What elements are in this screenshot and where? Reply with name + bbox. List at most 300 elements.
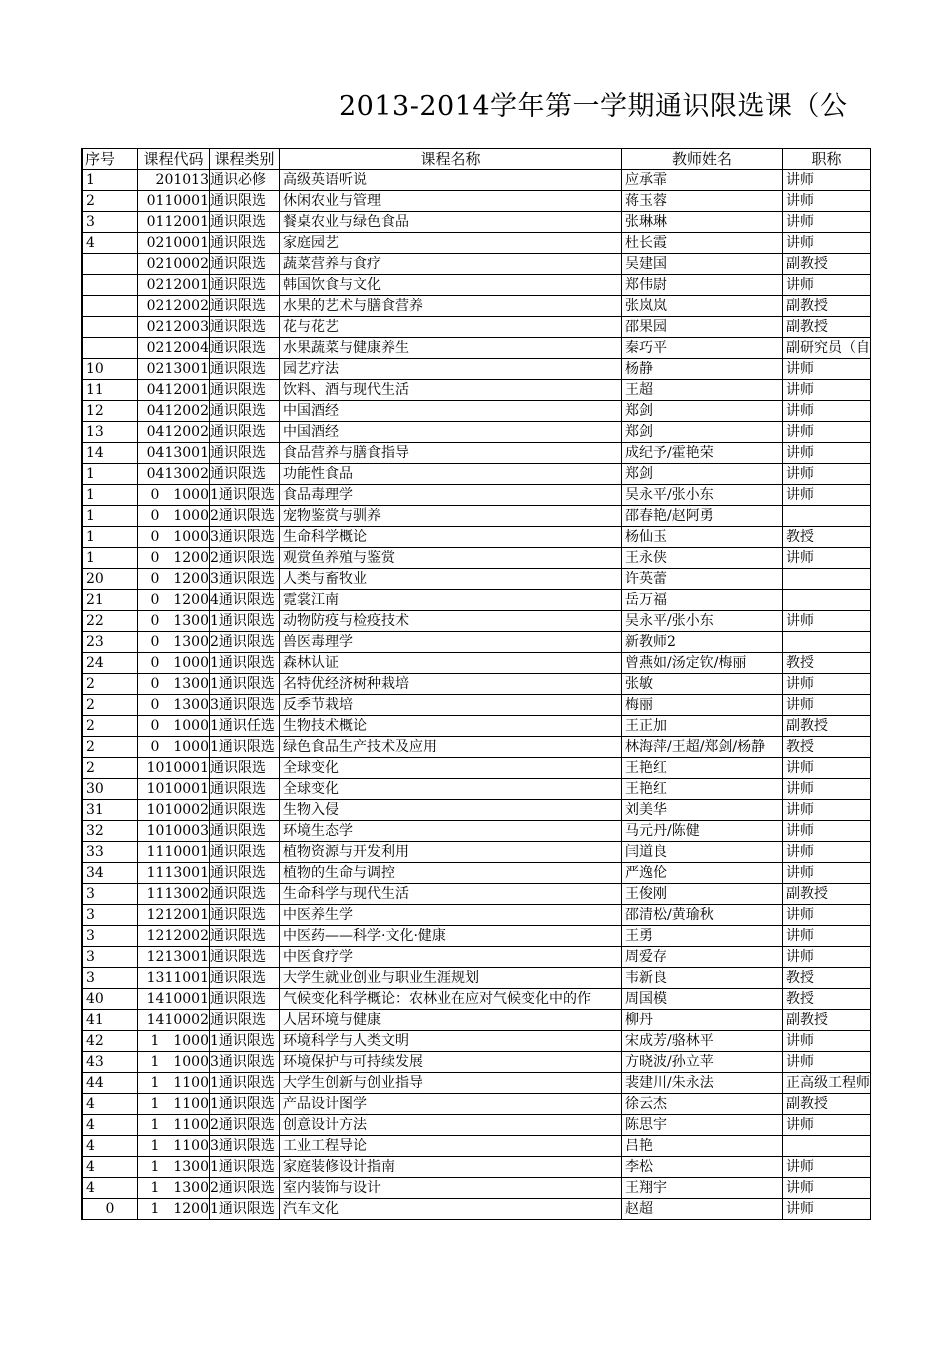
cell-course-type: 1通识任选: [210, 716, 280, 737]
cell-course-type: 通识限选: [210, 254, 280, 275]
cell-seq: 2: [82, 191, 138, 212]
cell-teacher-name: 王超: [622, 380, 783, 401]
cell-seq: 24: [82, 653, 138, 674]
cell-teacher-name: 王正加: [622, 716, 783, 737]
cell-course-name: 大学生就业创业与职业生涯规划: [280, 968, 622, 989]
cell-course-code: 0 1300: [138, 695, 210, 716]
cell-teacher-name: 李松: [622, 1157, 783, 1178]
cell-course-name: 饮料、酒与现代生活: [280, 380, 622, 401]
cell-seq: 10: [82, 359, 138, 380]
header-course-code: 课程代码: [138, 149, 210, 170]
cell-seq: 32: [82, 821, 138, 842]
cell-teacher-name: 王艳红: [622, 758, 783, 779]
cell-course-type: 通识限选: [210, 443, 280, 464]
cell-teacher-name: 曾燕如/汤定钦/梅丽: [622, 653, 783, 674]
cell-seq: [82, 317, 138, 338]
cell-course-name: 名特优经济树种栽培: [280, 674, 622, 695]
cell-title-rank: 副教授: [783, 317, 871, 338]
cell-course-type: 通识限选: [210, 401, 280, 422]
cell-course-type: 通识限选: [210, 464, 280, 485]
cell-teacher-name: 宋成芳/骆林平: [622, 1031, 783, 1052]
cell-seq: 2: [82, 758, 138, 779]
cell-course-name: 休闲农业与管理: [280, 191, 622, 212]
cell-course-code: 1 1000: [138, 1031, 210, 1052]
cell-seq: 1: [82, 485, 138, 506]
header-course-name: 课程名称: [280, 149, 622, 170]
cell-course-code: 1 1100: [138, 1094, 210, 1115]
table-row: [82, 737, 871, 758]
cell-course-code: 1010003: [138, 821, 210, 842]
cell-course-type: 通识限选: [210, 842, 280, 863]
cell-title-rank: 讲师: [783, 926, 871, 947]
cell-course-name: 中国酒经: [280, 422, 622, 443]
cell-course-type: 通识限选: [210, 233, 280, 254]
cell-title-rank: 讲师: [783, 905, 871, 926]
cell-teacher-name: 周国模: [622, 989, 783, 1010]
cell-course-code: 1410002: [138, 1010, 210, 1031]
cell-course-code: 0212002: [138, 296, 210, 317]
table-row: [82, 1010, 871, 1031]
cell-seq: 4: [82, 233, 138, 254]
table-row: [82, 1094, 871, 1115]
cell-course-type: 3通识限选: [210, 1136, 280, 1157]
table-row: [82, 632, 871, 653]
cell-seq: 2: [82, 695, 138, 716]
table-row: [82, 527, 871, 548]
cell-seq: 3: [82, 212, 138, 233]
cell-course-name: 霓裳江南: [280, 590, 622, 611]
cell-title-rank: 讲师: [783, 380, 871, 401]
cell-teacher-name: 王艳红: [622, 779, 783, 800]
cell-course-code: 0412002: [138, 422, 210, 443]
cell-course-name: 环境科学与人类文明: [280, 1031, 622, 1052]
table-row: [82, 800, 871, 821]
cell-course-name: 工业工程导论: [280, 1136, 622, 1157]
table-row: [82, 1157, 871, 1178]
cell-teacher-name: 韦新良: [622, 968, 783, 989]
cell-teacher-name: 方晓波/孙立苹: [622, 1052, 783, 1073]
cell-teacher-name: 邵果园: [622, 317, 783, 338]
cell-title-rank: [783, 590, 871, 611]
cell-teacher-name: 梅丽: [622, 695, 783, 716]
cell-course-code: 1212002: [138, 926, 210, 947]
cell-seq: [82, 296, 138, 317]
table-row: [82, 926, 871, 947]
cell-course-code: 0110001: [138, 191, 210, 212]
cell-course-code: 0210001: [138, 233, 210, 254]
cell-course-code: 0112001: [138, 212, 210, 233]
cell-course-name: 环境生态学: [280, 821, 622, 842]
cell-course-type: 2通识限选: [210, 632, 280, 653]
cell-title-rank: [783, 569, 871, 590]
cell-seq: 3: [82, 947, 138, 968]
cell-course-type: 2通识限选: [210, 506, 280, 527]
cell-title-rank: [783, 632, 871, 653]
cell-course-type: 1通识限选: [210, 485, 280, 506]
cell-course-type: 通识限选: [210, 296, 280, 317]
table-row: [82, 212, 871, 233]
cell-course-name: 花与花艺: [280, 317, 622, 338]
cell-course-code: 0212001: [138, 275, 210, 296]
cell-title-rank: 副教授: [783, 716, 871, 737]
cell-course-code: 1010001: [138, 779, 210, 800]
cell-course-code: 1110001: [138, 842, 210, 863]
cell-seq: [82, 254, 138, 275]
cell-title-rank: 教授: [783, 653, 871, 674]
cell-seq: 43: [82, 1052, 138, 1073]
cell-title-rank: 讲师: [783, 1052, 871, 1073]
cell-course-name: 生命科学与现代生活: [280, 884, 622, 905]
cell-title-rank: 讲师: [783, 443, 871, 464]
cell-seq: 1: [82, 548, 138, 569]
table-row: [82, 296, 871, 317]
cell-seq: 41: [82, 1010, 138, 1031]
cell-course-code: 0 1300: [138, 632, 210, 653]
cell-seq: 4: [82, 1115, 138, 1136]
table-row: [82, 233, 871, 254]
cell-course-type: 通识限选: [210, 779, 280, 800]
cell-course-type: 通识限选: [210, 212, 280, 233]
cell-course-code: 0210002: [138, 254, 210, 275]
cell-seq: 1: [82, 464, 138, 485]
cell-title-rank: 副教授: [783, 1094, 871, 1115]
cell-course-name: 中医食疗学: [280, 947, 622, 968]
table-row: [82, 779, 871, 800]
cell-seq: 33: [82, 842, 138, 863]
table-row: [82, 1199, 871, 1220]
cell-course-name: 食品毒理学: [280, 485, 622, 506]
table-row: [82, 968, 871, 989]
cell-course-code: 1113001: [138, 863, 210, 884]
cell-course-type: 通识限选: [210, 947, 280, 968]
cell-course-name: 森林认证: [280, 653, 622, 674]
cell-course-type: 通识限选: [210, 968, 280, 989]
cell-course-name: 中医养生学: [280, 905, 622, 926]
cell-course-type: 通识限选: [210, 821, 280, 842]
cell-teacher-name: 郑剑: [622, 422, 783, 443]
table-row: [82, 674, 871, 695]
cell-course-code: 1010001: [138, 758, 210, 779]
cell-course-name: 中国酒经: [280, 401, 622, 422]
cell-title-rank: [783, 1136, 871, 1157]
cell-course-type: 通识限选: [210, 800, 280, 821]
cell-title-rank: 讲师: [783, 191, 871, 212]
cell-seq: 0: [82, 1199, 138, 1220]
table-row: [82, 401, 871, 422]
cell-teacher-name: 裴建川/朱永法: [622, 1073, 783, 1094]
cell-seq: 2: [82, 737, 138, 758]
cell-seq: 4: [82, 1094, 138, 1115]
cell-title-rank: 讲师: [783, 695, 871, 716]
cell-course-name: 家庭装修设计指南: [280, 1157, 622, 1178]
cell-course-code: 201013: [138, 170, 210, 191]
cell-teacher-name: 邵清松/黄瑜秋: [622, 905, 783, 926]
cell-seq: 12: [82, 401, 138, 422]
cell-course-type: 2通识限选: [210, 548, 280, 569]
cell-teacher-name: 王勇: [622, 926, 783, 947]
cell-course-type: 通识限选: [210, 905, 280, 926]
header-seq: 序号: [82, 149, 138, 170]
cell-title-rank: 讲师: [783, 212, 871, 233]
cell-title-rank: 讲师: [783, 842, 871, 863]
cell-course-name: 植物的生命与调控: [280, 863, 622, 884]
table-row: [82, 464, 871, 485]
cell-course-type: 通识限选: [210, 338, 280, 359]
cell-teacher-name: 应承霏: [622, 170, 783, 191]
cell-course-name: 兽医毒理学: [280, 632, 622, 653]
cell-course-name: 宠物鉴赏与驯养: [280, 506, 622, 527]
cell-seq: 2: [82, 716, 138, 737]
cell-course-type: 通识限选: [210, 884, 280, 905]
header-title-rank: 职称: [783, 149, 871, 170]
table-row: [82, 338, 871, 359]
cell-teacher-name: 张琳琳: [622, 212, 783, 233]
table-row: [82, 947, 871, 968]
cell-course-code: 0 1300: [138, 611, 210, 632]
cell-course-name: 汽车文化: [280, 1199, 622, 1220]
cell-seq: 4: [82, 1178, 138, 1199]
cell-title-rank: 讲师: [783, 800, 871, 821]
table-row: [82, 275, 871, 296]
cell-course-code: 1410001: [138, 989, 210, 1010]
cell-seq: 4: [82, 1157, 138, 1178]
table-row: [82, 548, 871, 569]
table-row: [82, 485, 871, 506]
cell-course-name: 家庭园艺: [280, 233, 622, 254]
cell-seq: 22: [82, 611, 138, 632]
cell-course-code: 0 1200: [138, 590, 210, 611]
cell-course-type: 1通识限选: [210, 1031, 280, 1052]
table-row: [82, 422, 871, 443]
cell-course-type: 通识必修: [210, 170, 280, 191]
cell-seq: [82, 275, 138, 296]
cell-title-rank: 副研究员（自: [783, 338, 871, 359]
cell-seq: 21: [82, 590, 138, 611]
cell-course-name: 室内装饰与设计: [280, 1178, 622, 1199]
cell-course-type: 通识限选: [210, 275, 280, 296]
table-row: [82, 611, 871, 632]
cell-course-code: 0412001: [138, 380, 210, 401]
cell-course-code: 0 1000: [138, 506, 210, 527]
cell-course-name: 动物防疫与检疫技术: [280, 611, 622, 632]
cell-seq: 1: [82, 506, 138, 527]
cell-teacher-name: 秦巧平: [622, 338, 783, 359]
cell-title-rank: 讲师: [783, 1178, 871, 1199]
cell-course-name: 植物资源与开发利用: [280, 842, 622, 863]
cell-course-code: 0213001: [138, 359, 210, 380]
cell-course-code: 1 1200: [138, 1199, 210, 1220]
cell-seq: 3: [82, 926, 138, 947]
cell-course-type: 通识限选: [210, 317, 280, 338]
cell-seq: 3: [82, 968, 138, 989]
cell-title-rank: 讲师: [783, 422, 871, 443]
cell-course-type: 通识限选: [210, 1010, 280, 1031]
cell-teacher-name: 郑伟尉: [622, 275, 783, 296]
cell-teacher-name: 徐云杰: [622, 1094, 783, 1115]
cell-title-rank: 讲师: [783, 548, 871, 569]
cell-teacher-name: 蒋玉蓉: [622, 191, 783, 212]
cell-course-code: 0 1000: [138, 485, 210, 506]
cell-course-type: 通识限选: [210, 422, 280, 443]
table-row: [82, 884, 871, 905]
table-row: [82, 359, 871, 380]
cell-course-code: 0413001: [138, 443, 210, 464]
cell-title-rank: 教授: [783, 737, 871, 758]
cell-seq: 31: [82, 800, 138, 821]
cell-course-type: 通识限选: [210, 359, 280, 380]
cell-course-type: 1通识限选: [210, 653, 280, 674]
cell-teacher-name: 王俊刚: [622, 884, 783, 905]
table-row: [82, 842, 871, 863]
cell-course-type: 1通识限选: [210, 1073, 280, 1094]
cell-seq: 42: [82, 1031, 138, 1052]
table-row: [82, 1178, 871, 1199]
table-row: [82, 695, 871, 716]
table-row: [82, 905, 871, 926]
cell-title-rank: 教授: [783, 989, 871, 1010]
table-row: [82, 506, 871, 527]
cell-course-name: 餐桌农业与绿色食品: [280, 212, 622, 233]
cell-course-name: 产品设计图学: [280, 1094, 622, 1115]
cell-teacher-name: 杨仙玉: [622, 527, 783, 548]
table-row: [82, 170, 871, 191]
cell-course-type: 3通识限选: [210, 527, 280, 548]
cell-course-code: 1010002: [138, 800, 210, 821]
cell-title-rank: 讲师: [783, 1031, 871, 1052]
cell-teacher-name: 林海萍/王超/郑剑/杨静: [622, 737, 783, 758]
table-header-row: [82, 149, 871, 170]
page-title: 2013-2014学年第一学期通识限选课（公: [339, 91, 848, 122]
cell-teacher-name: 柳丹: [622, 1010, 783, 1031]
table-row: [82, 1052, 871, 1073]
cell-teacher-name: 成纪予/霍艳荣: [622, 443, 783, 464]
cell-title-rank: 副教授: [783, 296, 871, 317]
cell-course-code: 1212001: [138, 905, 210, 926]
table-row: [82, 380, 871, 401]
table-row: [82, 191, 871, 212]
cell-teacher-name: 赵超: [622, 1199, 783, 1220]
table-row: [82, 758, 871, 779]
cell-seq: 4: [82, 1136, 138, 1157]
cell-teacher-name: 王翔宇: [622, 1178, 783, 1199]
cell-title-rank: 讲师: [783, 674, 871, 695]
cell-course-code: 0 1000: [138, 653, 210, 674]
cell-course-type: 1通识限选: [210, 1157, 280, 1178]
cell-teacher-name: 张岚岚: [622, 296, 783, 317]
cell-course-code: 1 1100: [138, 1073, 210, 1094]
cell-title-rank: 讲师: [783, 275, 871, 296]
table-row: [82, 989, 871, 1010]
cell-course-type: 1通识限选: [210, 611, 280, 632]
cell-title-rank: 正高级工程师: [783, 1073, 871, 1094]
cell-course-name: 创意设计方法: [280, 1115, 622, 1136]
table-row: [82, 863, 871, 884]
course-table: [81, 148, 871, 1220]
cell-title-rank: 讲师: [783, 233, 871, 254]
cell-seq: 20: [82, 569, 138, 590]
cell-course-code: 0413002: [138, 464, 210, 485]
table-row: [82, 1115, 871, 1136]
cell-course-name: 人类与畜牧业: [280, 569, 622, 590]
table-row: [82, 443, 871, 464]
cell-course-code: 0412002: [138, 401, 210, 422]
cell-course-name: 水果蔬菜与健康养生: [280, 338, 622, 359]
cell-course-type: 通识限选: [210, 989, 280, 1010]
cell-course-type: 通识限选: [210, 191, 280, 212]
cell-course-type: 3通识限选: [210, 695, 280, 716]
cell-title-rank: [783, 506, 871, 527]
cell-title-rank: 教授: [783, 968, 871, 989]
cell-teacher-name: 新教师2: [622, 632, 783, 653]
cell-course-code: 0 1200: [138, 548, 210, 569]
cell-course-name: 观赏鱼养殖与鉴赏: [280, 548, 622, 569]
cell-course-name: 环境保护与可持续发展: [280, 1052, 622, 1073]
cell-course-code: 0 1000: [138, 527, 210, 548]
header-teacher-name: 教师姓名: [622, 149, 783, 170]
cell-course-name: 生物入侵: [280, 800, 622, 821]
cell-title-rank: 讲师: [783, 359, 871, 380]
cell-title-rank: 讲师: [783, 464, 871, 485]
cell-course-name: 高级英语听说: [280, 170, 622, 191]
cell-teacher-name: 严逸伦: [622, 863, 783, 884]
table-row: [82, 1073, 871, 1094]
cell-course-code: 0212003: [138, 317, 210, 338]
cell-course-type: 2通识限选: [210, 1115, 280, 1136]
cell-course-type: 通识限选: [210, 926, 280, 947]
cell-teacher-name: 闫道良: [622, 842, 783, 863]
table-row: [82, 653, 871, 674]
cell-title-rank: 副教授: [783, 1010, 871, 1031]
cell-course-code: 1 1300: [138, 1178, 210, 1199]
cell-teacher-name: 杜长霞: [622, 233, 783, 254]
cell-title-rank: 讲师: [783, 1115, 871, 1136]
cell-title-rank: 讲师: [783, 485, 871, 506]
cell-course-type: 通识限选: [210, 380, 280, 401]
cell-seq: 23: [82, 632, 138, 653]
cell-teacher-name: 许英蕾: [622, 569, 783, 590]
cell-teacher-name: 郑剑: [622, 401, 783, 422]
cell-seq: 30: [82, 779, 138, 800]
cell-seq: 1: [82, 527, 138, 548]
cell-course-type: 3通识限选: [210, 1052, 280, 1073]
cell-course-code: 0 1200: [138, 569, 210, 590]
cell-teacher-name: 吴建国: [622, 254, 783, 275]
cell-course-name: 食品营养与膳食指导: [280, 443, 622, 464]
table-row: [82, 254, 871, 275]
cell-seq: 40: [82, 989, 138, 1010]
table-row: [82, 317, 871, 338]
cell-course-code: 1 1100: [138, 1115, 210, 1136]
table-row: [82, 1136, 871, 1157]
cell-seq: 44: [82, 1073, 138, 1094]
cell-course-code: 1311001: [138, 968, 210, 989]
cell-seq: 1: [82, 170, 138, 191]
cell-course-name: 功能性食品: [280, 464, 622, 485]
cell-course-name: 韩国饮食与文化: [280, 275, 622, 296]
cell-course-type: 4通识限选: [210, 590, 280, 611]
cell-course-name: 生命科学概论: [280, 527, 622, 548]
cell-course-code: 0 1000: [138, 737, 210, 758]
cell-teacher-name: 郑剑: [622, 464, 783, 485]
cell-teacher-name: 吴永平/张小东: [622, 611, 783, 632]
cell-seq: 11: [82, 380, 138, 401]
table-row: [82, 569, 871, 590]
cell-title-rank: 副教授: [783, 254, 871, 275]
cell-seq: 2: [82, 674, 138, 695]
cell-title-rank: 讲师: [783, 863, 871, 884]
cell-course-name: 大学生创新与创业指导: [280, 1073, 622, 1094]
cell-teacher-name: 岳万福: [622, 590, 783, 611]
